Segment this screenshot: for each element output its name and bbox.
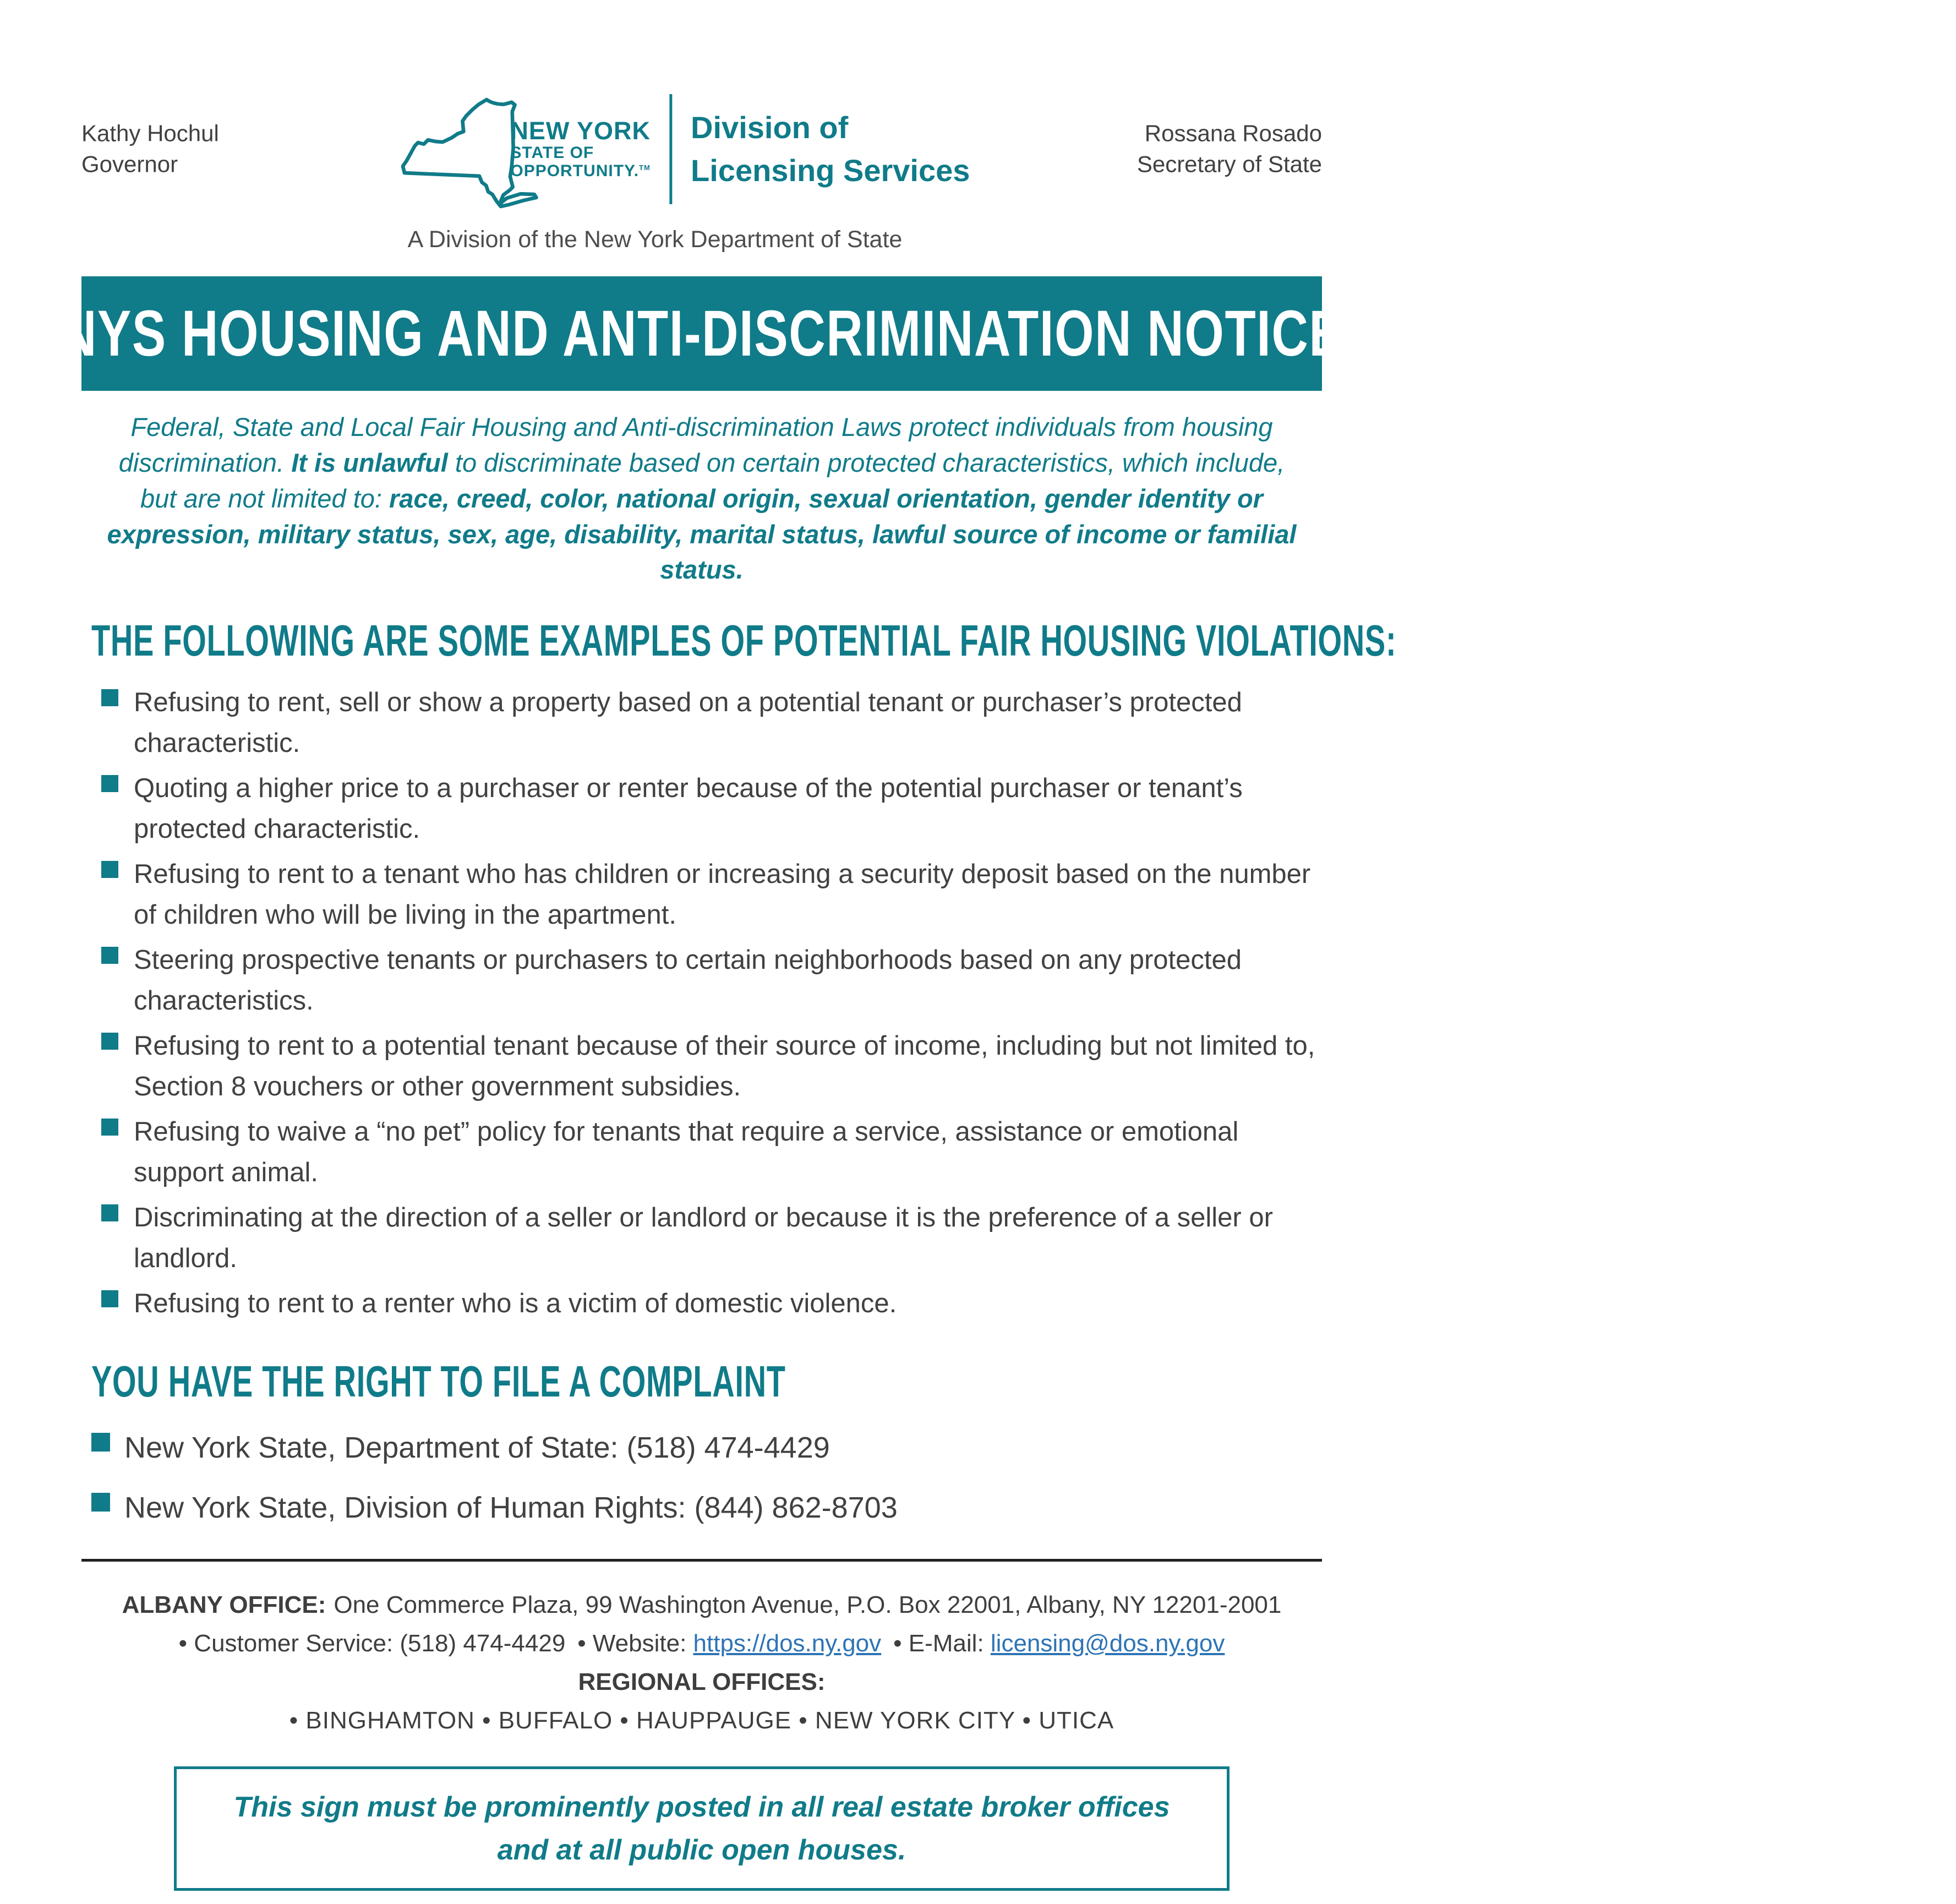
- list-item-text: Refusing to rent to a potential tenant because of their source of income, including but not limited to, Section 8 vouchers or other government subsidies.: [134, 1031, 1315, 1101]
- intro-part3: to discriminate based on certain protected characteristics, which include, but are not limited to:: [140, 448, 1285, 513]
- bullet-square-icon: [91, 1493, 110, 1512]
- posting-notice-line2: and at all public open houses.: [497, 1834, 906, 1866]
- secretary-block: [1137, 118, 1322, 180]
- bullet-square-icon: [101, 1204, 118, 1221]
- list-item-text: Refusing to rent to a renter who is a victim of domestic violence.: [134, 1289, 897, 1319]
- bullet-square-icon: [101, 1119, 118, 1136]
- intro-protected-classes-bold: race, creed, color, national origin, sexual orientation, gender identity or expression, military status, sex, age, disability, marital status, lawful source of income or familial status.: [107, 483, 1297, 585]
- nys-brand-text: [510, 118, 651, 180]
- list-item-text: Refusing to rent, sell or show a property based on a potential tenant or purchaser’s protected characteristic.: [134, 688, 1242, 758]
- list-item: [81, 940, 1322, 1021]
- housing-notice-page: [0, 81, 1403, 1904]
- list-item-text: Steering prospective tenants or purchasers to certain neighborhoods based on any protected characteristics.: [134, 945, 1242, 1016]
- website-link[interactable]: https://dos.ny.gov: [693, 1629, 882, 1657]
- page-title: NYS HOUSING AND ANTI-DISCRIMINATION NOTICE: [59, 297, 1344, 370]
- brand-new-york: NEW YORK: [510, 116, 651, 145]
- complaint-dos-phone: New York State, Department of State: (518) 474-4429: [124, 1431, 830, 1464]
- brand-opportunity: [510, 162, 651, 180]
- list-item: [81, 1198, 1322, 1279]
- footer: [81, 1591, 1322, 1734]
- list-item-text: Discriminating at the direction of a seller or landlord or because it is the preference of a seller or landlord.: [134, 1203, 1273, 1273]
- complaint-heading: [81, 1356, 1322, 1406]
- website-label: • Website:: [577, 1629, 687, 1657]
- title-banner: [59, 276, 1344, 391]
- violations-heading: [81, 616, 1397, 665]
- complaint-dhr-phone: New York State, Division of Human Rights: (844) 862-8703: [124, 1491, 898, 1524]
- contact-line: [81, 1630, 1322, 1657]
- intro-part1: Federal, State and Local Fair Housing and Anti-discrimination Laws protect individuals from housing discrimination.: [118, 412, 1273, 477]
- list-item-text: Refusing to waive a “no pet” policy for tenants that require a service, assistance or emotional support animal.: [134, 1117, 1239, 1187]
- bullet-square-icon: [91, 1433, 110, 1452]
- email-link[interactable]: licensing@dos.ny.gov: [990, 1629, 1225, 1657]
- albany-office-line: [81, 1591, 1322, 1619]
- divider-rule: [81, 1559, 1322, 1562]
- list-item: [81, 1112, 1322, 1193]
- list-item: [81, 1426, 1322, 1470]
- violations-heading-text: THE FOLLOWING ARE SOME EXAMPLES OF POTENTIAL FAIR HOUSING VIOLATIONS:: [91, 616, 1397, 665]
- list-item: [81, 1026, 1322, 1107]
- list-item: [81, 1486, 1322, 1530]
- bullet-square-icon: [101, 775, 118, 792]
- brand-state-of: STATE OF: [510, 144, 594, 162]
- list-item-text: Quoting a higher price to a purchaser or renter because of the potential purchaser or tenant’s protected characteristic.: [134, 773, 1243, 844]
- bullet-square-icon: [101, 1290, 118, 1307]
- trademark-symbol: TM: [639, 163, 651, 172]
- governor-name: Kathy Hochul: [81, 119, 219, 146]
- albany-office-label: ALBANY OFFICE:: [122, 1591, 326, 1618]
- list-item: [81, 854, 1322, 935]
- governor-block: [81, 118, 219, 180]
- bullet-square-icon: [101, 689, 118, 706]
- governor-title: Governor: [81, 151, 178, 177]
- secretary-title: Secretary of State: [1137, 151, 1322, 177]
- header: [81, 81, 1322, 216]
- intro-unlawful-bold: It is unlawful: [291, 448, 448, 477]
- posting-notice-line1: This sign must be prominently posted in all real estate broker offices: [233, 1791, 1170, 1823]
- secretary-name: Rossana Rosado: [1144, 119, 1322, 146]
- brand-opportunity-text: OPPORTUNITY.: [510, 161, 640, 180]
- bullet-square-icon: [101, 1033, 118, 1050]
- logo-divider: [669, 94, 672, 204]
- email-label: • E-Mail:: [893, 1629, 984, 1657]
- regional-offices-cities: • BINGHAMTON • BUFFALO • HAUPPAUGE • NEW YORK CITY • UTICA: [289, 1706, 1114, 1734]
- bullet-square-icon: [101, 947, 118, 964]
- posting-notice-box: [174, 1766, 1230, 1891]
- intro-paragraph: [99, 410, 1304, 588]
- division-line2: Licensing Services: [691, 152, 970, 188]
- division-title: [691, 106, 970, 192]
- complaint-heading-text: YOU HAVE THE RIGHT TO FILE A COMPLAINT: [91, 1356, 786, 1406]
- list-item-text: Refusing to rent to a tenant who has children or increasing a security deposit based on the number of children who will be living in the apartment.: [134, 859, 1311, 930]
- bullet-square-icon: [101, 861, 118, 878]
- list-item: [81, 683, 1322, 763]
- regional-offices-label: REGIONAL OFFICES:: [578, 1668, 826, 1695]
- albany-office-address: One Commerce Plaza, 99 Washington Avenue, P.O. Box 22001, Albany, NY 12201-2001: [334, 1591, 1282, 1618]
- division-line1: Division of: [691, 110, 849, 145]
- list-item: [81, 768, 1322, 849]
- agency-caption: A Division of the New York Department of State: [407, 226, 903, 253]
- customer-service-text: • Customer Service: (518) 474-4429: [178, 1629, 566, 1657]
- complaint-list: [81, 1426, 1322, 1530]
- violations-list: [81, 683, 1322, 1324]
- list-item: [81, 1284, 1322, 1324]
- agency-logo: [399, 81, 970, 216]
